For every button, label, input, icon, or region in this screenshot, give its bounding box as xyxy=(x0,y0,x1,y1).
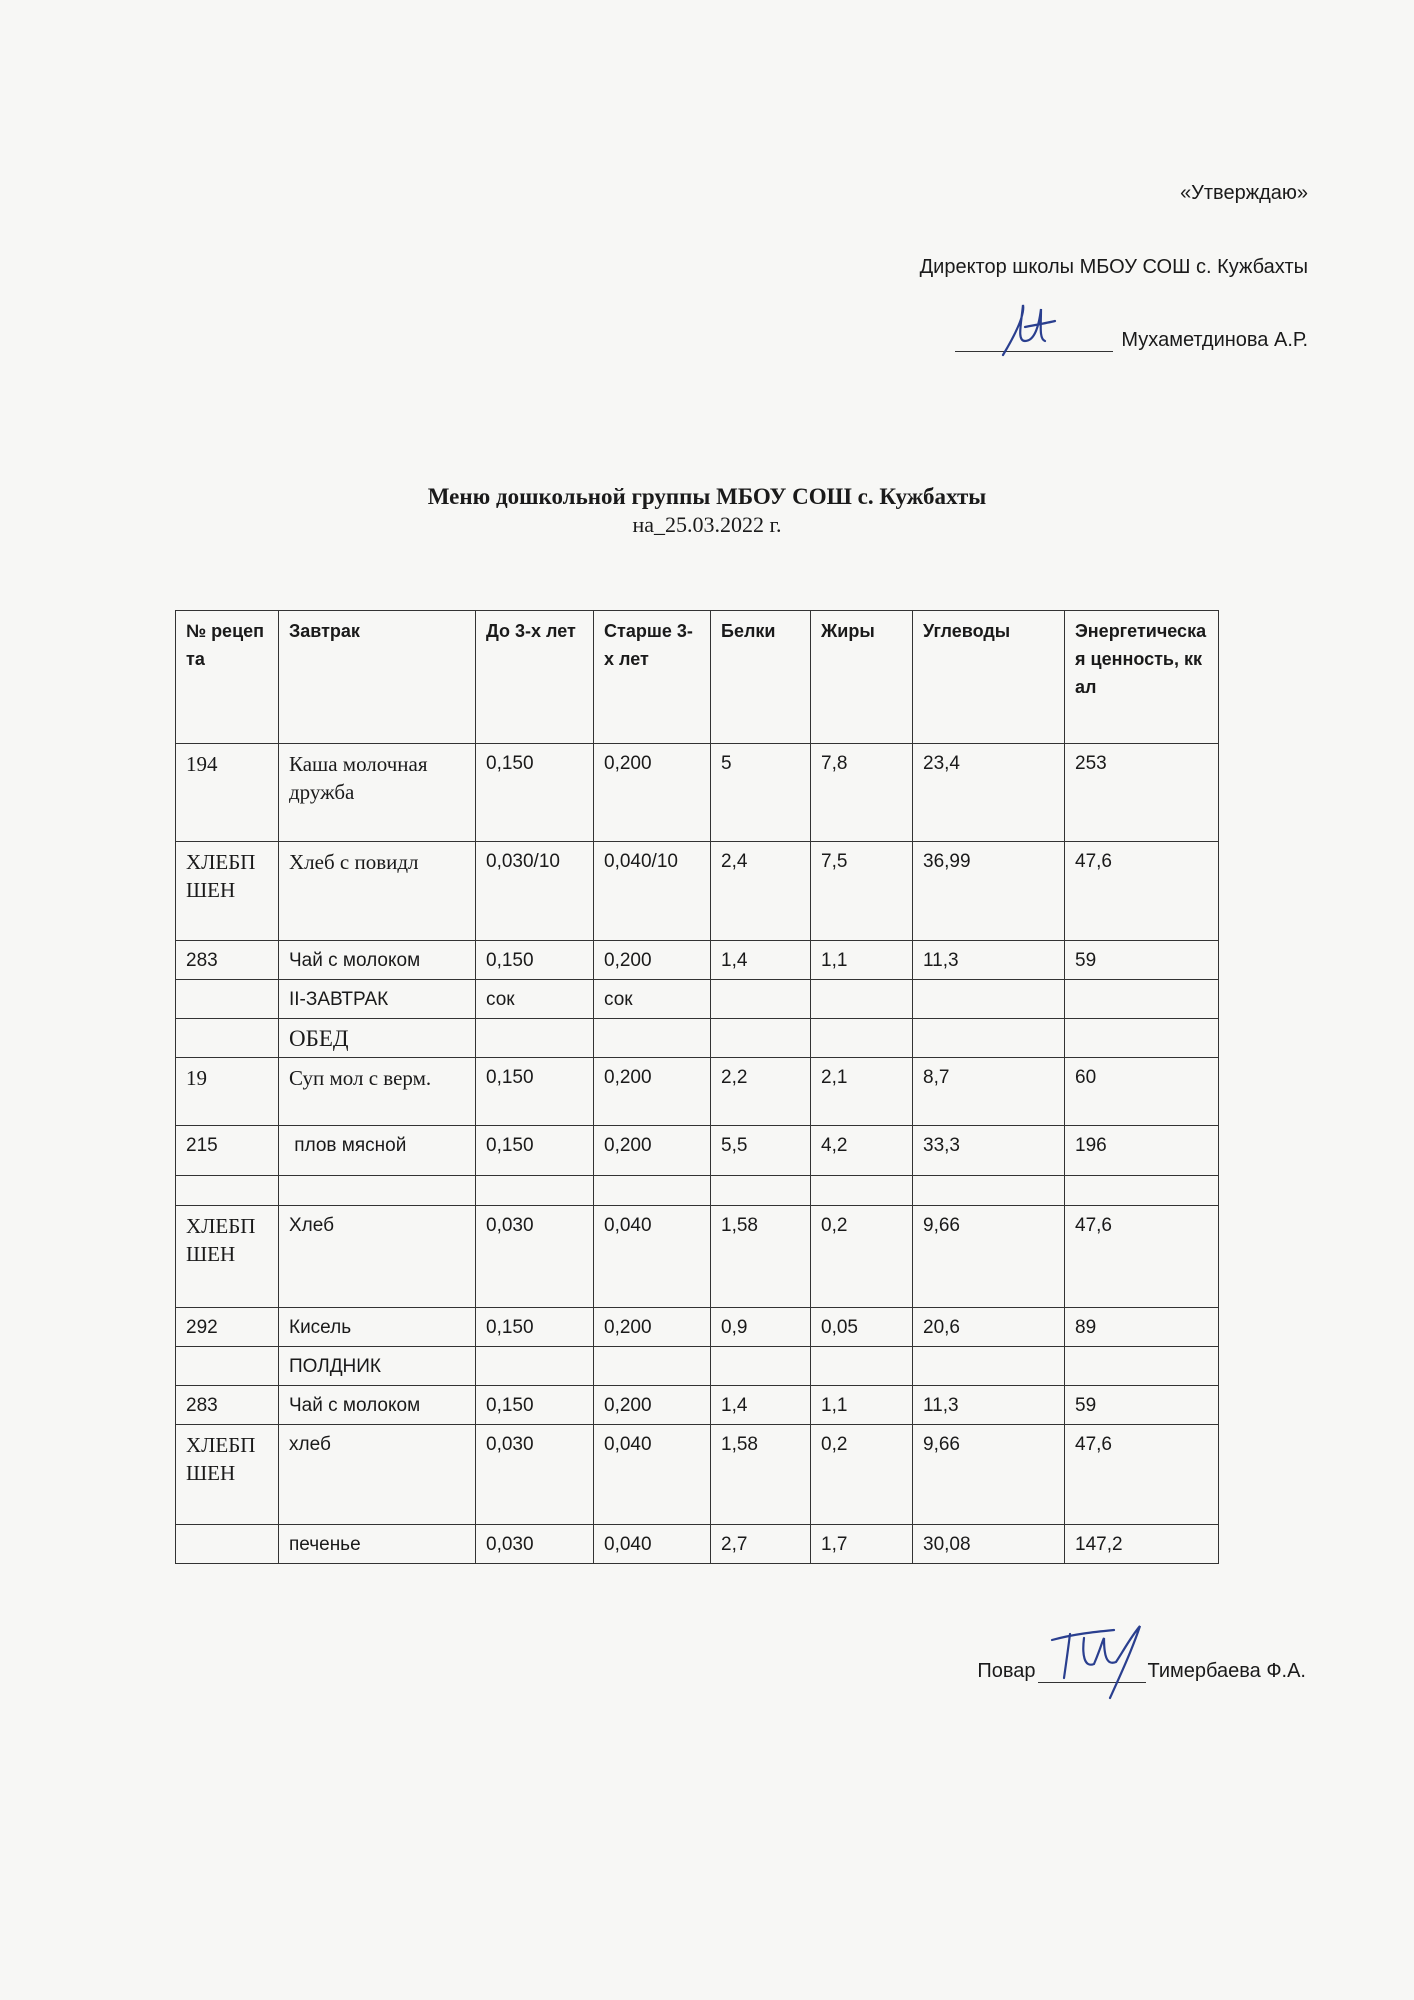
header-proteins: Белки xyxy=(711,611,811,744)
header-fats: Жиры xyxy=(811,611,913,744)
cook-signature-line xyxy=(1038,1660,1146,1683)
table-row xyxy=(176,1425,1219,1525)
cell-energy: 253 xyxy=(1065,744,1219,842)
cell-dish: плов мясной xyxy=(279,1126,476,1176)
table-row xyxy=(176,1126,1219,1176)
cell-fats xyxy=(811,980,913,1019)
cell-fats: 1,1 xyxy=(811,941,913,980)
director-signature-line xyxy=(955,329,1113,352)
director-signature-icon xyxy=(995,295,1065,365)
cell-carbs xyxy=(913,980,1065,1019)
cell-energy: 89 xyxy=(1065,1308,1219,1347)
header-carbs: Углеводы xyxy=(913,611,1065,744)
cell-proteins: 0,9 xyxy=(711,1308,811,1347)
cell-energy: 47,6 xyxy=(1065,1206,1219,1308)
cell-under-3: 0,150 xyxy=(476,744,594,842)
cell-fats: 1,7 xyxy=(811,1525,913,1564)
cell-under-3: 0,150 xyxy=(476,1126,594,1176)
cell-proteins: 1,4 xyxy=(711,1386,811,1425)
title-line-2: на_25.03.2022 г. xyxy=(632,512,782,537)
cell-under-3 xyxy=(476,1019,594,1058)
director-name: Мухаметдинова А.Р. xyxy=(1121,329,1308,351)
cell-fats: 1,1 xyxy=(811,1386,913,1425)
cell-over-3: 0,200 xyxy=(594,1386,711,1425)
cell-dish: хлеб xyxy=(279,1425,476,1525)
cell-empty xyxy=(913,1176,1065,1206)
cell-dish: Хлеб с повидл xyxy=(279,842,476,941)
cell-fats xyxy=(811,1347,913,1386)
cell-energy: 47,6 xyxy=(1065,842,1219,941)
cell-empty xyxy=(594,1176,711,1206)
cell-carbs: 9,66 xyxy=(913,1206,1065,1308)
table-row xyxy=(176,1525,1219,1564)
approval-block xyxy=(748,182,1308,352)
table-row xyxy=(176,842,1219,941)
cell-carbs: 33,3 xyxy=(913,1126,1065,1176)
header-over-3: Старше 3-х лет xyxy=(594,611,711,744)
header-energy: Энергетическая ценность, ккал xyxy=(1065,611,1219,744)
cell-carbs: 36,99 xyxy=(913,842,1065,941)
cell-proteins xyxy=(711,980,811,1019)
cook-signature-icon xyxy=(1044,1620,1154,1700)
cell-energy: 59 xyxy=(1065,1386,1219,1425)
cell-under-3 xyxy=(476,1347,594,1386)
cell-recipe: 283 xyxy=(176,1386,279,1425)
cell-section-lunch: ОБЕД xyxy=(279,1019,476,1058)
cell-dish: Чай с молоком xyxy=(279,1386,476,1425)
cell-carbs: 11,3 xyxy=(913,941,1065,980)
cell-carbs xyxy=(913,1347,1065,1386)
cell-energy: 147,2 xyxy=(1065,1525,1219,1564)
cell-under-3: 0,030/10 xyxy=(476,842,594,941)
cell-empty xyxy=(1065,1176,1219,1206)
cell-fats: 7,8 xyxy=(811,744,913,842)
header-recipe-number: № рецепта xyxy=(176,611,279,744)
cell-energy xyxy=(1065,980,1219,1019)
cell-energy: 47,6 xyxy=(1065,1425,1219,1525)
cell-carbs xyxy=(913,1019,1065,1058)
cell-fats: 0,05 xyxy=(811,1308,913,1347)
cell-under-3: сок xyxy=(476,980,594,1019)
table-row xyxy=(176,1019,1219,1058)
cell-proteins: 1,58 xyxy=(711,1425,811,1525)
table-header-row xyxy=(176,611,1219,744)
cell-fats: 0,2 xyxy=(811,1425,913,1525)
cell-dish: Суп мол с верм. xyxy=(279,1058,476,1126)
cell-over-3: 0,040 xyxy=(594,1525,711,1564)
cell-fats xyxy=(811,1019,913,1058)
director-position: Директор школы МБОУ СОШ с. Кужбахты xyxy=(919,256,1308,278)
table-row-empty xyxy=(176,1176,1219,1206)
table-row xyxy=(176,744,1219,842)
cell-proteins: 2,4 xyxy=(711,842,811,941)
title-line-1: Меню дошкольной группы МБОУ СОШ с. Кужбахты xyxy=(427,484,987,509)
cell-proteins xyxy=(711,1019,811,1058)
table-row xyxy=(176,1308,1219,1347)
cell-under-3: 0,150 xyxy=(476,1058,594,1126)
cell-recipe: ХЛЕБПШЕН xyxy=(176,842,279,941)
cell-energy: 196 xyxy=(1065,1126,1219,1176)
cell-proteins: 2,7 xyxy=(711,1525,811,1564)
cook-label: Повар xyxy=(977,1660,1036,1682)
cell-energy: 59 xyxy=(1065,941,1219,980)
cell-recipe xyxy=(176,980,279,1019)
cell-proteins: 2,2 xyxy=(711,1058,811,1126)
cell-fats: 0,2 xyxy=(811,1206,913,1308)
cell-dish: Кисель xyxy=(279,1308,476,1347)
cell-section-second-breakfast: II-ЗАВТРАК xyxy=(279,980,476,1019)
table-row xyxy=(176,1347,1219,1386)
cell-over-3: сок xyxy=(594,980,711,1019)
cell-energy: 60 xyxy=(1065,1058,1219,1126)
document-title xyxy=(0,484,1414,538)
cell-proteins xyxy=(711,1347,811,1386)
cell-energy xyxy=(1065,1019,1219,1058)
table-row xyxy=(176,941,1219,980)
cell-recipe: 194 xyxy=(176,744,279,842)
cell-over-3: 0,040 xyxy=(594,1206,711,1308)
table-row xyxy=(176,1206,1219,1308)
cell-recipe xyxy=(176,1525,279,1564)
table-row xyxy=(176,1058,1219,1126)
cell-fats: 4,2 xyxy=(811,1126,913,1176)
cell-over-3 xyxy=(594,1019,711,1058)
menu-table xyxy=(175,610,1219,1564)
cell-proteins: 1,58 xyxy=(711,1206,811,1308)
cook-signature-row xyxy=(977,1660,1306,1683)
cell-section-afternoon-snack: ПОЛДНИК xyxy=(279,1347,476,1386)
cell-proteins: 5 xyxy=(711,744,811,842)
cell-under-3: 0,030 xyxy=(476,1206,594,1308)
cell-recipe xyxy=(176,1347,279,1386)
cell-over-3: 0,200 xyxy=(594,1126,711,1176)
cell-carbs: 11,3 xyxy=(913,1386,1065,1425)
cell-energy xyxy=(1065,1347,1219,1386)
table-row xyxy=(176,1386,1219,1425)
cell-recipe: 19 xyxy=(176,1058,279,1126)
cell-fats: 2,1 xyxy=(811,1058,913,1126)
cell-over-3: 0,200 xyxy=(594,941,711,980)
cell-over-3 xyxy=(594,1347,711,1386)
cell-recipe xyxy=(176,1019,279,1058)
cell-fats: 7,5 xyxy=(811,842,913,941)
cell-under-3: 0,030 xyxy=(476,1425,594,1525)
table-row xyxy=(176,980,1219,1019)
director-signature-row xyxy=(748,322,1308,352)
cell-under-3: 0,150 xyxy=(476,941,594,980)
approval-heading: «Утверждаю» xyxy=(1180,182,1308,204)
cell-empty xyxy=(476,1176,594,1206)
cell-carbs: 8,7 xyxy=(913,1058,1065,1126)
cell-empty xyxy=(711,1176,811,1206)
cell-dish: Чай с молоком xyxy=(279,941,476,980)
cell-proteins: 5,5 xyxy=(711,1126,811,1176)
cell-over-3: 0,200 xyxy=(594,1308,711,1347)
cell-empty xyxy=(279,1176,476,1206)
cell-over-3: 0,040 xyxy=(594,1425,711,1525)
cell-over-3: 0,200 xyxy=(594,744,711,842)
cell-dish: Каша молочная дружба xyxy=(279,744,476,842)
header-under-3: До 3-х лет xyxy=(476,611,594,744)
cell-recipe: ХЛЕБПШЕН xyxy=(176,1425,279,1525)
cell-over-3: 0,040/10 xyxy=(594,842,711,941)
cell-carbs: 9,66 xyxy=(913,1425,1065,1525)
cell-empty xyxy=(811,1176,913,1206)
cell-recipe: 292 xyxy=(176,1308,279,1347)
cell-recipe: ХЛЕБПШЕН xyxy=(176,1206,279,1308)
cell-carbs: 20,6 xyxy=(913,1308,1065,1347)
cell-under-3: 0,150 xyxy=(476,1386,594,1425)
cell-recipe: 215 xyxy=(176,1126,279,1176)
cell-over-3: 0,200 xyxy=(594,1058,711,1126)
cell-dish: печенье xyxy=(279,1525,476,1564)
cell-dish: Хлеб xyxy=(279,1206,476,1308)
cell-proteins: 1,4 xyxy=(711,941,811,980)
header-breakfast: Завтрак xyxy=(279,611,476,744)
cell-empty xyxy=(176,1176,279,1206)
cell-under-3: 0,030 xyxy=(476,1525,594,1564)
cell-under-3: 0,150 xyxy=(476,1308,594,1347)
cell-recipe: 283 xyxy=(176,941,279,980)
cook-name: Тимербаева Ф.А. xyxy=(1147,1660,1306,1682)
cell-carbs: 23,4 xyxy=(913,744,1065,842)
cell-carbs: 30,08 xyxy=(913,1525,1065,1564)
